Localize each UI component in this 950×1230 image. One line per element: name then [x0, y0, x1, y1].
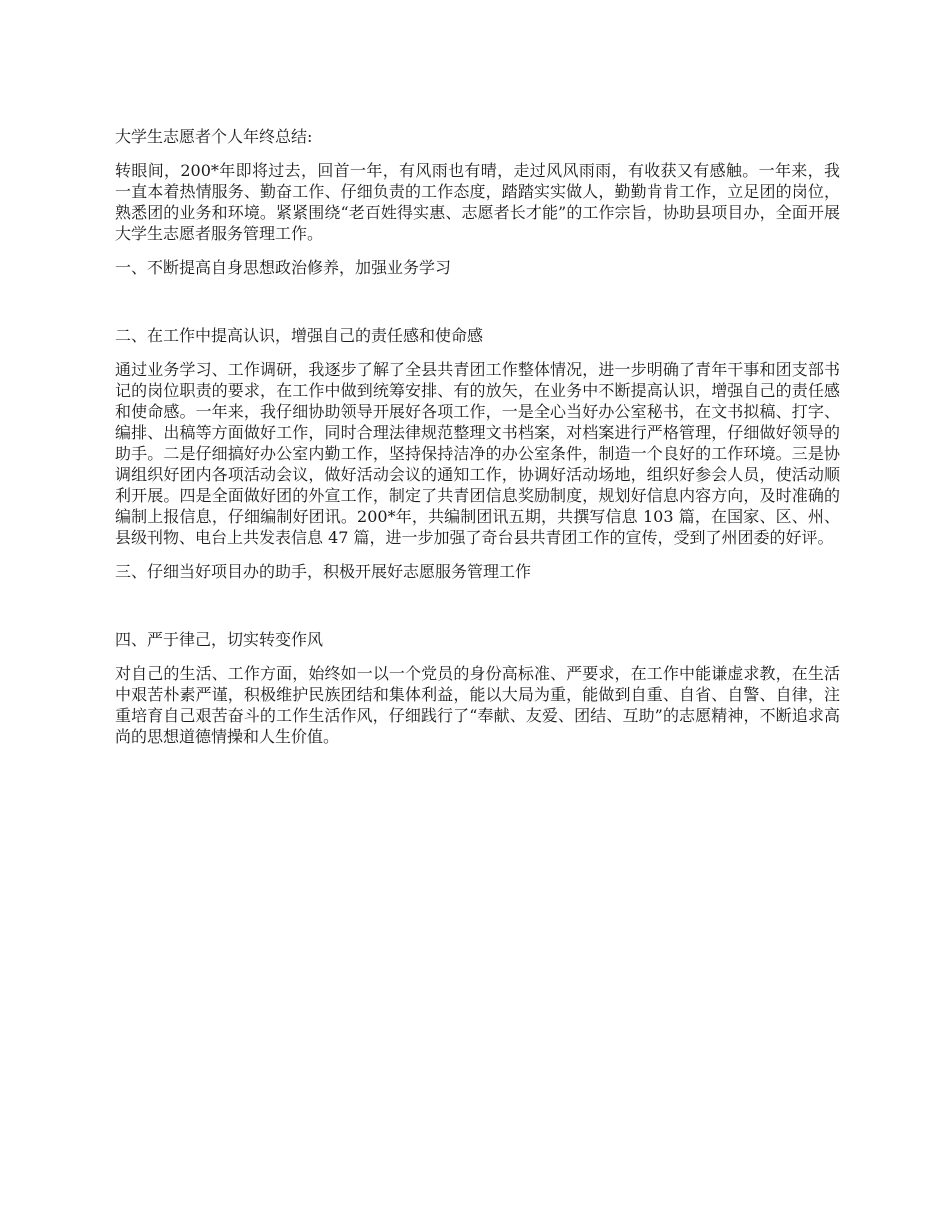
section-3-heading: 三、仔细当好项目办的助手，积极开展好志愿服务管理工作	[115, 562, 532, 581]
intro-paragraph: 转眼间，200*年即将过去，回首一年，有风雨也有晴，走过风风雨雨，有收获又有感触。一年来，我一直本着热情服务、勤奋工作、仔细负责的工作态度，踏踏实实做人，勤勤肯肯工作，立足团的岗位，熟悉团的业务和环境。紧紧围绕“老百姓得实惠、志愿者长才能”的工作宗旨，协助县项目办，全面开展大学生志愿者服务管理工作。	[115, 161, 840, 243]
spacer	[115, 147, 840, 160]
section-2-heading: 二、在工作中提高认识，增强自己的责任感和使命感	[115, 326, 484, 345]
section-4-heading: 四、严于律己，切实转变作风	[115, 630, 324, 649]
spacer	[115, 244, 840, 257]
section-2-body: 通过业务学习、工作调研，我逐步了解了全县共青团工作整体情况，进一步明确了青年干事和团支部书记的岗位职责的要求，在工作中做到统筹安排、有的放矢，在业务中不断提高认识，增强自己的责任感和使命感。一年来，我仔细协助领导开展好各项工作，一是全心当好办公室秘书，在文书拟稿、打字、编排、出稿等方面做好工作，同时合理法律规范整理文书档案，对档案进行严格管理，仔细做好领导的助手。二是仔细搞好办公室内勤工作，坚持保持洁净的办公室条件，制造一个良好的工作环境。三是协调组织好团内各项活动会议，做好活动会议的通知工作，协调好活动场地，组织好参会人员，使活动顺利开展。四是全面做好团的外宣工作，制定了共青团信息奖励制度，规划好信息内容方向，及时准确的编制上报信息，仔细编制好团讯。200*年，共编制团讯五期，共撰写信息 103 篇，在国家、区、州、县级刊物、电台上共发表信息 47 篇，进一步加强了奇台县共青团工作的宣传，受到了州团委的好评。	[115, 360, 840, 547]
document-title: 大学生志愿者个人年终总结:	[115, 127, 313, 146]
spacer	[115, 582, 840, 629]
spacer	[115, 278, 840, 325]
section-1-heading: 一、不断提高自身思想政治修养，加强业务学习	[115, 258, 452, 277]
spacer	[115, 346, 840, 359]
document-page	[115, 126, 840, 747]
spacer	[115, 548, 840, 561]
spacer	[115, 650, 840, 663]
section-4-body: 对自己的生活、工作方面，始终如一以一个党员的身份高标准、严要求，在工作中能谦虚求教，在生活中艰苦朴素严谨，积极维护民族团结和集体利益，能以大局为重，能做到自重、自省、自警、自律，注重培育自己艰苦奋斗的工作生活作风，仔细践行了“奉献、友爱、团结、互助”的志愿精神，不断追求高尚的思想道德情操和人生价值。	[115, 664, 840, 746]
